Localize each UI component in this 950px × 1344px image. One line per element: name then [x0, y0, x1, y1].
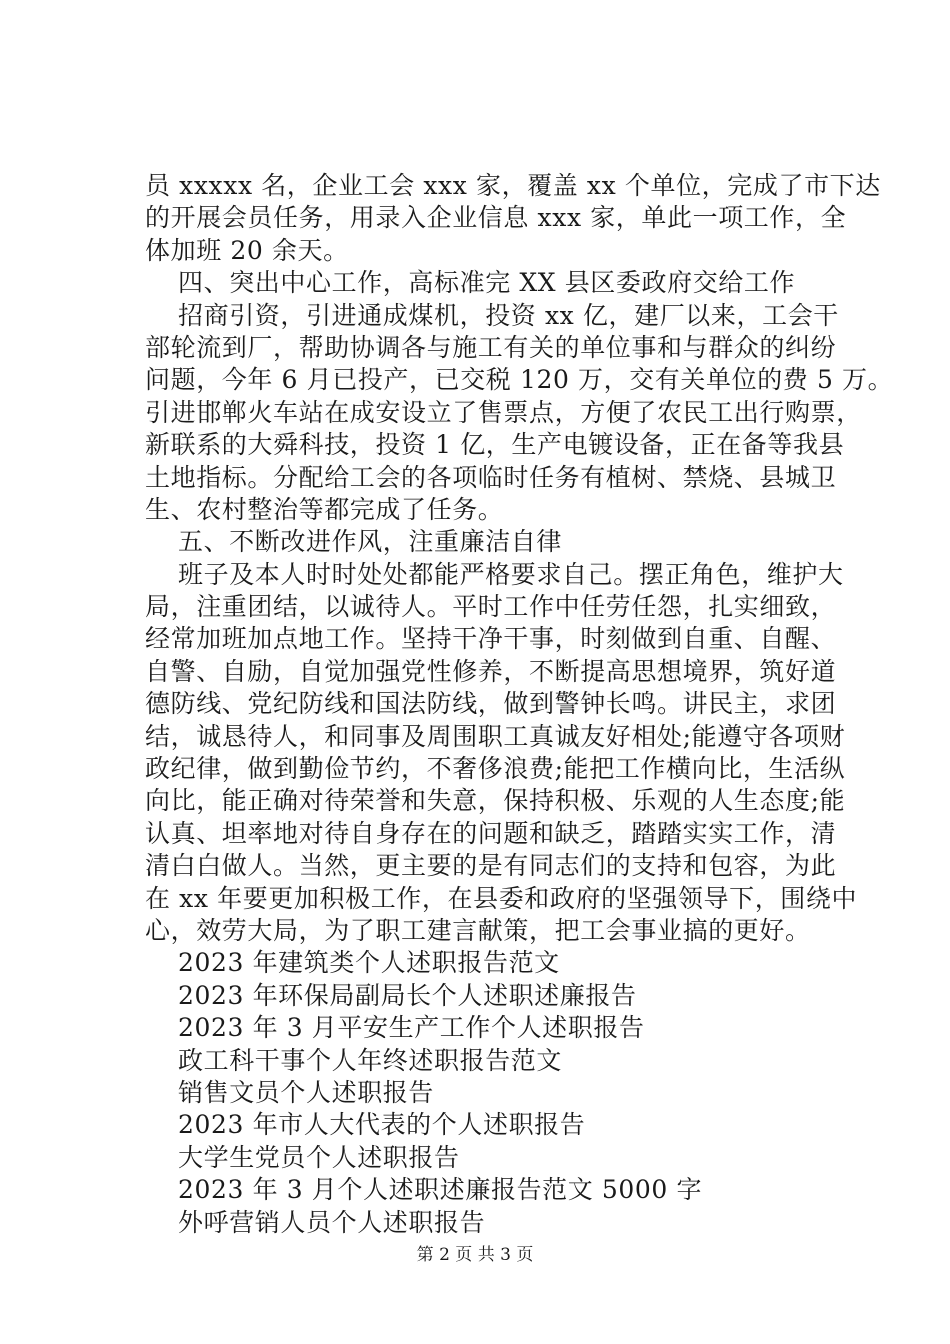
- text-line: 局，注重团结，以诚待人。平时工作中任劳任怨，扎实细致，: [145, 592, 837, 622]
- section-heading-4: 四、突出中心工作，高标准完 XX 县区委政府交给工作: [178, 268, 796, 298]
- page-number-footer: 第 2 页 共 3 页: [416, 1245, 534, 1265]
- related-title: 外呼营销人员个人述职报告: [178, 1207, 486, 1237]
- text-line: 引进邯郸火车站在成安设立了售票点，方便了农民工出行购票，: [145, 397, 862, 427]
- text-line: 心，效劳大局，为了职工建言献策，把工会事业搞的更好。: [145, 915, 811, 945]
- document-body: [145, 170, 894, 1239]
- text-line: 向比，能正确对待荣誉和失意，保持积极、乐观的人生态度;能: [145, 786, 846, 816]
- text-line: 政纪律，做到勤俭节约，不奢侈浪费;能把工作横向比，生活纵: [145, 754, 846, 784]
- related-title: 2023 年 3 月平安生产工作个人述职报告: [178, 1013, 645, 1043]
- text-line: 在 xx 年要更加积极工作，在县委和政府的坚强领导下，围绕中: [145, 883, 858, 913]
- text-line: 生、农村整治等都完成了任务。: [145, 494, 504, 524]
- text-line: 土地指标。分配给工会的各项临时任务有植树、禁烧、县城卫: [145, 462, 837, 492]
- text-line: 新联系的大舜科技，投资 1 亿，生产电镀设备，正在备等我县: [145, 430, 845, 460]
- paragraph-continuation: [145, 170, 881, 267]
- text-line: 清白白做人。当然，更主要的是有同志们的支持和包容，为此: [145, 851, 837, 881]
- related-title: 大学生党员个人述职报告: [178, 1142, 460, 1172]
- paragraph-conduct: [145, 559, 858, 948]
- text-line: 体加班 20 余天。: [145, 235, 349, 265]
- text-line: 经常加班加点地工作。坚持干净干事，时刻做到自重、自醒、: [145, 624, 837, 654]
- text-line: 结，诚恳待人，和同事及周围职工真诚友好相处;能遵守各项财: [145, 721, 846, 751]
- related-title: 2023 年 3 月个人述职述廉报告范文 5000 字: [178, 1175, 703, 1205]
- related-title: 销售文员个人述职报告: [178, 1077, 435, 1107]
- text-line: 招商引资，引进通成煤机，投资 xx 亿，建厂以来，工会干: [178, 300, 839, 330]
- text-line: 班子及本人时时处处都能严格要求自己。摆正角色，维护大: [178, 559, 844, 589]
- text-line: 的开展会员任务，用录入企业信息 xxx 家，单此一项工作，全: [145, 203, 847, 233]
- text-line: 德防线、党纪防线和国法防线，做到警钟长鸣。讲民主，求团: [145, 689, 837, 719]
- text-line: 问题，今年 6 月已投产，已交税 120 万，交有关单位的费 5 万。: [145, 365, 894, 395]
- paragraph-investment: [145, 300, 894, 527]
- text-line: 自警、自励，自觉加强党性修养，不断提高思想境界，筑好道: [145, 656, 837, 686]
- related-title: 2023 年建筑类个人述职报告范文: [178, 948, 560, 978]
- text-line: 部轮流到厂，帮助协调各与施工有关的单位事和与群众的纠纷: [145, 332, 837, 362]
- section-heading-5: 五、不断改进作风，注重廉洁自律: [178, 527, 563, 557]
- text-line: 员 xxxxx 名，企业工会 xxx 家，覆盖 xx 个单位，完成了市下达: [145, 171, 881, 200]
- related-titles-list: [145, 947, 835, 1239]
- related-title: 政工科干事个人年终述职报告范文: [178, 1045, 563, 1075]
- related-title: 2023 年环保局副局长个人述职述廉报告: [178, 980, 637, 1010]
- related-title: 2023 年市人大代表的个人述职报告: [178, 1110, 586, 1140]
- text-line: 认真、坦率地对待自身存在的问题和缺乏，踏踏实实工作，清: [145, 818, 837, 848]
